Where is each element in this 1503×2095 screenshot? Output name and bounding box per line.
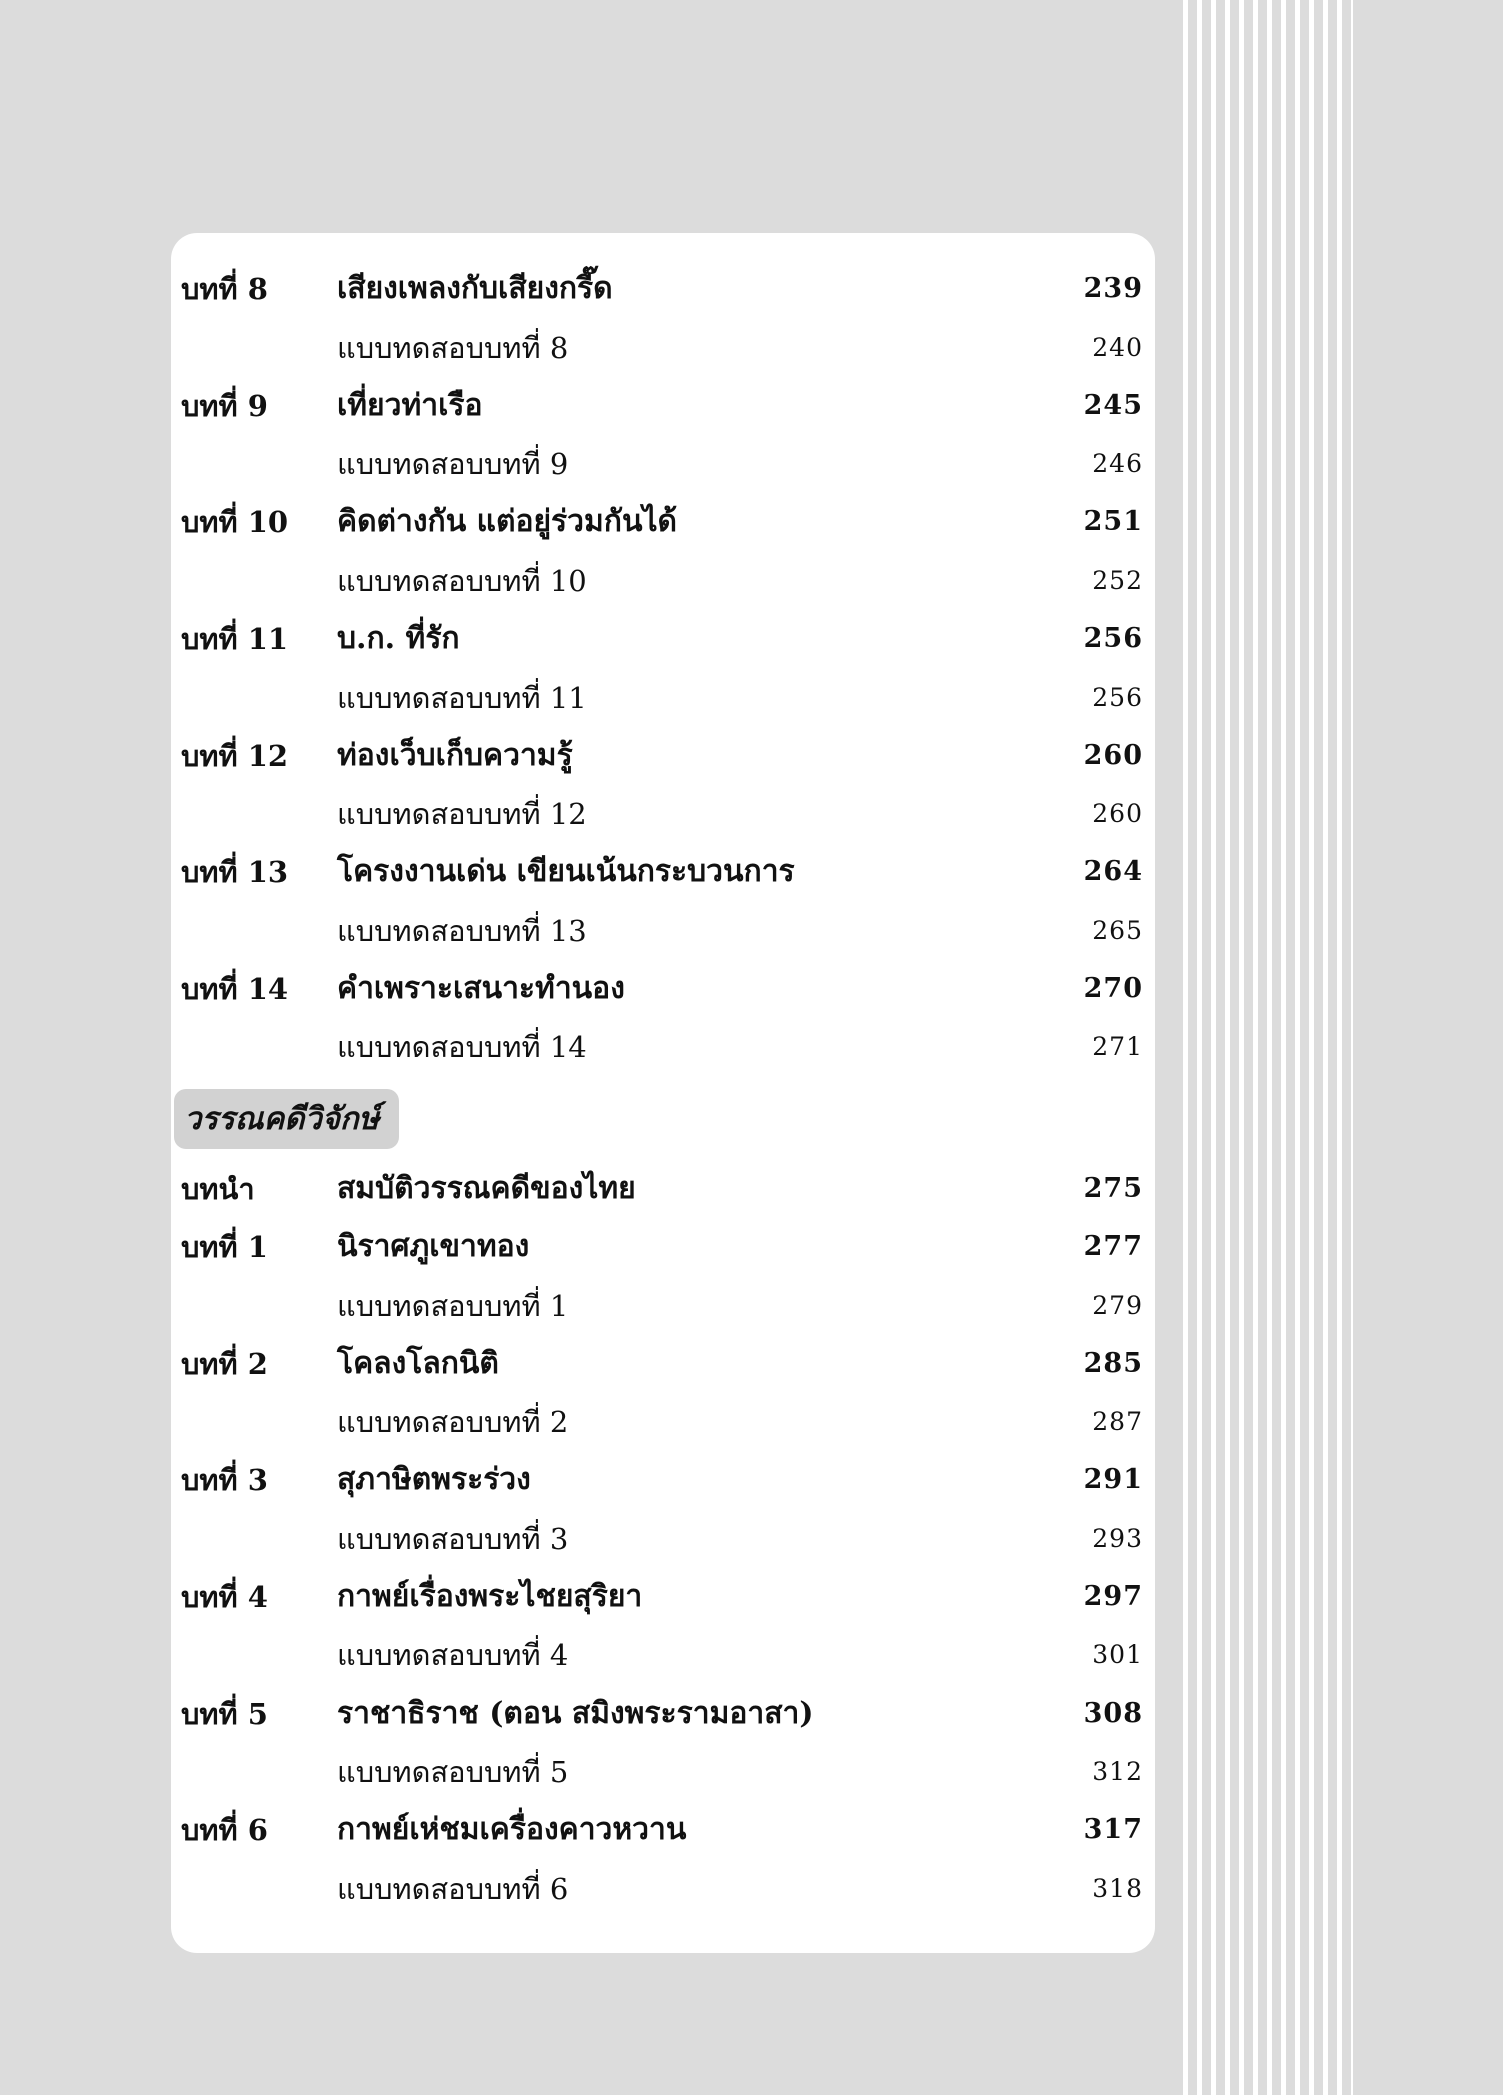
- toc-entry-chapter[interactable]: [171, 1805, 1155, 1855]
- quiz-title: แบบทดสอบบทที่ 13: [337, 914, 587, 948]
- chapter-title: เที่ยวท่าเรือ: [337, 388, 483, 423]
- quiz-title: แบบทดสอบบทที่ 9: [337, 447, 569, 481]
- chapter-title: นิราศภูเขาทอง: [337, 1229, 530, 1264]
- chapter-title: ท่องเว็บเก็บความรู้: [337, 738, 573, 773]
- chapter-title: บ.ก. ที่รัก: [337, 621, 460, 656]
- chapter-label: บทที่ 9: [181, 389, 268, 423]
- page-number: 308: [1083, 1698, 1143, 1729]
- page-number: 252: [1092, 566, 1143, 595]
- toc-panel: [171, 233, 1155, 1953]
- toc-entry-chapter[interactable]: [171, 1689, 1155, 1739]
- chapter-title: สุภาษิตพระร่วง: [337, 1462, 531, 1497]
- page-number: 246: [1092, 449, 1143, 478]
- toc-entry-quiz[interactable]: [171, 673, 1155, 723]
- toc-entry-quiz[interactable]: [171, 439, 1155, 489]
- page-number: 245: [1083, 390, 1143, 421]
- chapter-label: บทที่ 12: [181, 739, 289, 773]
- toc-entry-chapter[interactable]: [171, 614, 1155, 664]
- toc-entry-quiz[interactable]: [171, 906, 1155, 956]
- toc-entry-quiz[interactable]: [171, 1514, 1155, 1564]
- toc-entry-quiz[interactable]: [171, 1397, 1155, 1447]
- quiz-title: แบบทดสอบบทที่ 11: [337, 681, 587, 715]
- chapter-title: โครงงานเด่น เขียนเน้นกระบวนการ: [337, 854, 795, 889]
- page-number: 287: [1092, 1407, 1143, 1436]
- toc-entry-chapter[interactable]: [171, 1572, 1155, 1622]
- quiz-title: แบบทดสอบบทที่ 1: [337, 1289, 569, 1323]
- chapter-label: บทที่ 13: [181, 855, 289, 889]
- toc-entry-quiz[interactable]: [171, 1747, 1155, 1797]
- page-number: 275: [1083, 1173, 1143, 1204]
- page-number: 251: [1083, 506, 1143, 537]
- chapter-label: บทที่ 11: [181, 622, 289, 656]
- toc-entry-quiz[interactable]: [171, 1630, 1155, 1680]
- chapter-label: บทที่ 14: [181, 972, 289, 1006]
- quiz-title: แบบทดสอบบทที่ 2: [337, 1405, 569, 1439]
- decorative-stripes: [1183, 0, 1353, 2095]
- page-number: 318: [1092, 1874, 1143, 1903]
- quiz-title: แบบทดสอบบทที่ 5: [337, 1755, 569, 1789]
- page-number: 317: [1083, 1814, 1143, 1845]
- section-heading: วรรณคดีวิจักษ์: [174, 1089, 399, 1149]
- chapter-title: กาพย์เรื่องพระไชยสุริยา: [337, 1579, 643, 1614]
- chapter-title: สมบัติวรรณคดีของไทย: [337, 1171, 636, 1206]
- chapter-label: บทที่ 3: [181, 1463, 268, 1497]
- page-number: 260: [1083, 740, 1143, 771]
- page-number: 312: [1092, 1757, 1143, 1786]
- quiz-title: แบบทดสอบบทที่ 8: [337, 331, 569, 365]
- chapter-label: บทที่ 2: [181, 1347, 268, 1381]
- toc-entry-chapter[interactable]: [171, 381, 1155, 431]
- quiz-title: แบบทดสอบบทที่ 3: [337, 1522, 569, 1556]
- page-number: 260: [1092, 799, 1143, 828]
- chapter-label: บทที่ 10: [181, 505, 289, 539]
- toc-entry-chapter[interactable]: [171, 1339, 1155, 1389]
- toc-entry-chapter[interactable]: [171, 964, 1155, 1014]
- toc-entry-quiz[interactable]: [171, 1022, 1155, 1072]
- chapter-label: บทนำ: [181, 1172, 255, 1206]
- toc-entry-chapter[interactable]: [171, 264, 1155, 314]
- toc-entry-chapter[interactable]: [171, 1222, 1155, 1272]
- chapter-title: คำเพราะเสนาะทำนอง: [337, 971, 625, 1006]
- page-number: 256: [1092, 683, 1143, 712]
- chapter-label: บทที่ 5: [181, 1697, 268, 1731]
- chapter-label: บทที่ 1: [181, 1230, 268, 1264]
- toc-entry-quiz[interactable]: [171, 1281, 1155, 1331]
- toc-entry-chapter[interactable]: [171, 731, 1155, 781]
- quiz-title: แบบทดสอบบทที่ 10: [337, 564, 587, 598]
- page-number: 293: [1092, 1524, 1143, 1553]
- chapter-title: ราชาธิราช (ตอน สมิงพระรามอาสา): [337, 1696, 814, 1731]
- toc-entry-quiz[interactable]: [171, 556, 1155, 606]
- page-number: 279: [1092, 1291, 1143, 1320]
- chapter-label: บทที่ 6: [181, 1813, 268, 1847]
- page-number: 265: [1092, 916, 1143, 945]
- toc-entry-chapter[interactable]: [171, 1455, 1155, 1505]
- chapter-title: คิดต่างกัน แต่อยู่ร่วมกันได้: [337, 504, 678, 539]
- chapter-label: บทที่ 4: [181, 1580, 268, 1614]
- chapter-title: โคลงโลกนิติ: [337, 1346, 499, 1381]
- chapter-label: บทที่ 8: [181, 272, 268, 306]
- toc-entry-chapter[interactable]: [171, 847, 1155, 897]
- page-number: 297: [1083, 1581, 1143, 1612]
- toc-entry-chapter[interactable]: [171, 1164, 1155, 1214]
- toc-entry-quiz[interactable]: [171, 789, 1155, 839]
- page-number: 301: [1092, 1640, 1143, 1669]
- page-number: 271: [1092, 1032, 1143, 1061]
- page-number: 264: [1083, 856, 1143, 887]
- toc-entry-quiz[interactable]: [171, 323, 1155, 373]
- quiz-title: แบบทดสอบบทที่ 14: [337, 1030, 587, 1064]
- page-number: 239: [1083, 273, 1143, 304]
- page-number: 291: [1083, 1464, 1143, 1495]
- quiz-title: แบบทดสอบบทที่ 4: [337, 1638, 569, 1672]
- page-number: 240: [1092, 333, 1143, 362]
- chapter-title: กาพย์เห่ชมเครื่องคาวหวาน: [337, 1812, 687, 1847]
- page-number: 270: [1083, 973, 1143, 1004]
- chapter-title: เสียงเพลงกับเสียงกรี๊ด: [337, 271, 613, 306]
- page-number: 256: [1083, 623, 1143, 654]
- quiz-title: แบบทดสอบบทที่ 12: [337, 797, 587, 831]
- page-number: 285: [1083, 1348, 1143, 1379]
- toc-entry-chapter[interactable]: [171, 497, 1155, 547]
- toc-entry-quiz[interactable]: [171, 1864, 1155, 1914]
- page-number: 277: [1083, 1231, 1143, 1262]
- quiz-title: แบบทดสอบบทที่ 6: [337, 1872, 569, 1906]
